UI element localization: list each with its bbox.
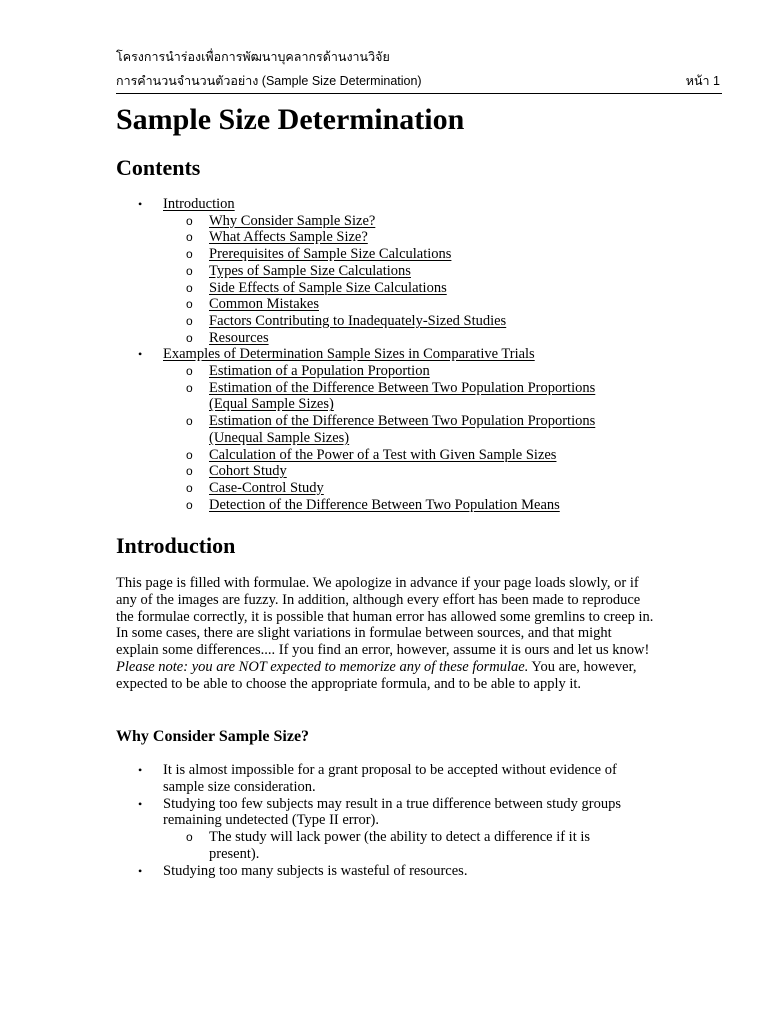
toc-item-introduction xyxy=(116,196,722,213)
toc-link-side-effects[interactable]: Side Effects of Sample Size Calculations xyxy=(209,279,447,296)
toc-link-population-means[interactable]: Detection of the Difference Between Two Population Means xyxy=(209,496,560,513)
list-item-text: sample size consideration. xyxy=(163,778,316,795)
toc-link-types[interactable]: Types of Sample Size Calculations xyxy=(209,262,411,279)
toc-link-case-control[interactable]: Case-Control Study xyxy=(209,479,324,496)
toc-subitem xyxy=(116,330,722,347)
header-project-title: โครงการนำร่องเพื่อการพัฒนาบุคลากรด้านงานวิจัย xyxy=(116,50,390,64)
toc-link-equal-sizes[interactable]: (Equal Sample Sizes) xyxy=(209,396,334,413)
introduction-paragraph xyxy=(116,575,656,693)
toc-link-population-proportion[interactable]: Estimation of a Population Proportion xyxy=(209,363,430,380)
list-item xyxy=(116,762,663,779)
page-title: Sample Size Determination xyxy=(116,103,465,136)
toc-link-unequal-sizes[interactable]: (Unequal Sample Sizes) xyxy=(209,429,350,446)
contents-heading: Contents xyxy=(116,155,201,180)
sub-list-item-continuation xyxy=(116,846,722,863)
toc-link-diff-proportions-equal[interactable]: Estimation of the Difference Between Two Population Proportions xyxy=(209,379,596,396)
toc-subitem xyxy=(116,313,722,330)
header-document-title: การคำนวนจำนวนตัวอย่าง (Sample Size Determination) xyxy=(116,74,422,88)
toc-link-common-mistakes[interactable]: Common Mistakes xyxy=(209,296,319,313)
table-of-contents xyxy=(116,196,722,513)
list-item xyxy=(116,796,663,813)
toc-subitem xyxy=(116,213,722,230)
toc-subitem xyxy=(116,246,722,263)
toc-subitem xyxy=(116,296,722,313)
toc-subitem-continuation xyxy=(116,396,722,413)
sub-list-item xyxy=(116,829,669,846)
toc-item-examples xyxy=(116,346,722,363)
intro-italic-note: Please note: you are NOT expected to memorize any of these formulae. xyxy=(116,658,529,675)
header-rule xyxy=(116,93,722,94)
header-subtitle xyxy=(116,71,722,91)
list-item-text: Studying too few subjects may result in a true difference between study groups xyxy=(163,795,621,812)
list-item xyxy=(116,863,663,880)
toc-subitem xyxy=(116,497,722,514)
toc-link-why-consider[interactable]: Why Consider Sample Size? xyxy=(209,212,376,229)
toc-link-examples[interactable]: Examples of Determination Sample Sizes in Comparative Trials xyxy=(163,346,535,363)
toc-subitem xyxy=(116,447,722,464)
page-number: หน้า 1 xyxy=(685,74,720,88)
list-item-continuation xyxy=(116,812,722,829)
toc-subitem xyxy=(116,413,722,430)
intro-text-part1: This page is filled with formulae. We apologize in advance if your page loads slowly, or if any of the images are fuzzy. In addition, although every effort has been made to reproduce the formulae correctly, it is possible that human error has allowed some gremlins to creep in. In some cases, there are slight variations in formulae between sources, and that might explain some differences.... If you find an error, however, assume it is ours and let us know! xyxy=(116,575,654,659)
sub-list-item-text: present). xyxy=(209,845,260,862)
list-item-continuation xyxy=(116,779,722,796)
toc-link-what-affects[interactable]: What Affects Sample Size? xyxy=(209,229,368,246)
toc-subitem xyxy=(116,463,722,480)
list-item-text: It is almost impossible for a grant proposal to be accepted without evidence of xyxy=(163,762,617,778)
toc-subitem-continuation xyxy=(116,430,722,447)
list-item-text: Studying too many subjects is wasteful of resources. xyxy=(163,862,468,879)
toc-subitem xyxy=(116,229,722,246)
toc-link-cohort-study[interactable]: Cohort Study xyxy=(209,463,287,480)
toc-subitem xyxy=(116,480,722,497)
why-consider-list xyxy=(116,762,722,880)
why-consider-heading: Why Consider Sample Size? xyxy=(116,728,310,745)
toc-subitem xyxy=(116,263,722,280)
toc-link-diff-proportions-unequal[interactable]: Estimation of the Difference Between Two Population Proportions xyxy=(209,413,596,430)
introduction-heading: Introduction xyxy=(116,533,236,558)
intro-text-part2: You are, however, expected to be able to choose the appropriate formula, and to be able to apply it. xyxy=(116,658,637,692)
toc-link-factors[interactable]: Factors Contributing to Inadequately-Sized Studies xyxy=(209,312,507,329)
toc-link-prerequisites[interactable]: Prerequisites of Sample Size Calculations xyxy=(209,246,452,263)
toc-subitem xyxy=(116,380,722,397)
list-item-text: remaining undetected (Type II error). xyxy=(163,812,379,829)
sub-list-item-text: The study will lack power (the ability to detect a difference if it is xyxy=(209,829,591,846)
toc-link-introduction[interactable]: Introduction xyxy=(163,196,235,212)
toc-link-power-calculation[interactable]: Calculation of the Power of a Test with Given Sample Sizes xyxy=(209,446,557,463)
toc-subitem xyxy=(116,363,722,380)
toc-subitem xyxy=(116,280,722,297)
toc-link-resources[interactable]: Resources xyxy=(209,329,269,346)
